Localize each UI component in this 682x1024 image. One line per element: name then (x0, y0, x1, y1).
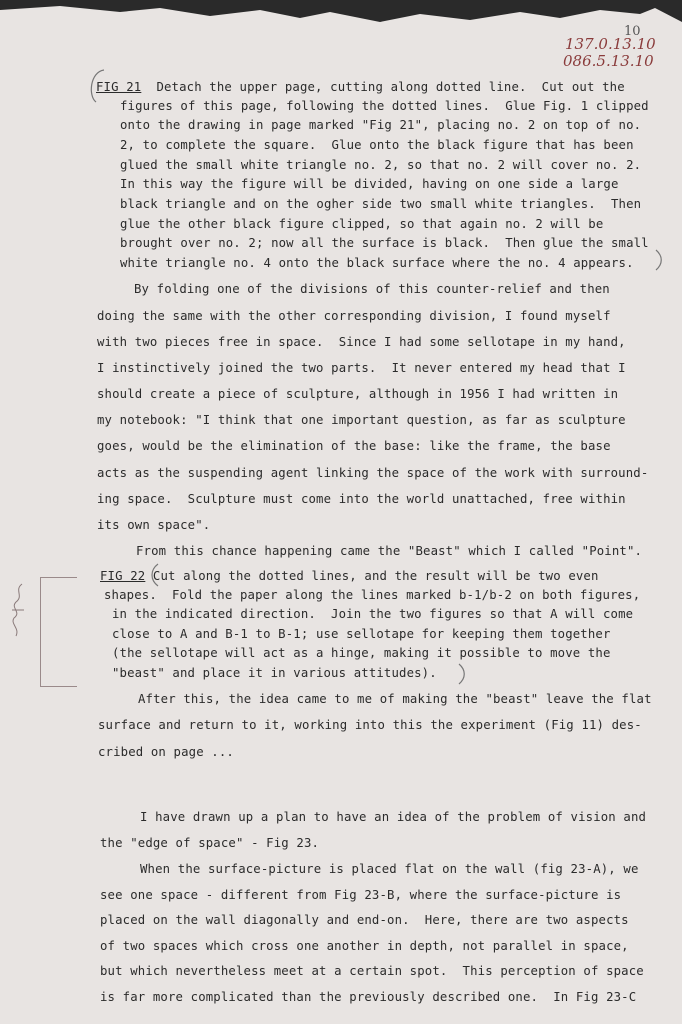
fig21-close-bracket-mark (653, 248, 667, 272)
paragraph-line: my notebook: "I think that one important question, as far as sculpture (97, 413, 626, 427)
fig22-line: "beast" and place it in various attitudes). (112, 666, 437, 680)
fig22-line: in the indicated direction. Join the two figures so that A will come (112, 607, 634, 621)
fig21-line: white triangle no. 4 onto the black surface where the no. 4 appears. (120, 256, 634, 270)
fig22-first-line: FIG 22 Cut along the dotted lines, and the result will be two even (100, 569, 599, 583)
torn-top-edge (0, 0, 682, 30)
paragraph-line: with two pieces free in space. Since I had some sellotape in my hand, (97, 335, 626, 349)
fig21-line: figures of this page, following the dotted lines. Glue Fig. 1 clipped (120, 99, 649, 113)
paragraph-line: placed on the wall diagonally and end-on. Here, there are two aspects (100, 913, 629, 927)
fig21-line: onto the drawing in page marked "Fig 21", placing no. 2 on top of no. (120, 118, 642, 132)
paragraph-line: doing the same with the other corresponding division, I found myself (97, 309, 611, 323)
paragraph-line: I instinctively joined the two parts. It never entered my head that I (97, 361, 626, 375)
fig22-open-bracket-mark (147, 562, 161, 588)
fig22-close-bracket-mark (456, 662, 470, 686)
fig21-line: In this way the figure will be divided, having on one side a large (120, 177, 619, 191)
paragraph-line: When the surface-picture is placed flat on the wall (fig 23-A), we (140, 862, 639, 876)
paragraph-line: should create a piece of sculpture, although in 1956 I had written in (97, 387, 619, 401)
fig21-line: glue the other black figure clipped, so that again no. 2 will be (120, 217, 604, 231)
archive-reference-2: 086.5.13.10 (563, 52, 654, 70)
paragraph-line: By folding one of the divisions of this counter-relief and then (134, 282, 610, 296)
paragraph-line: After this, the idea came to me of making the "beast" leave the flat (138, 692, 652, 706)
paragraph-line: of two spaces which cross one another in depth, not parallel in space, (100, 939, 629, 953)
paragraph-line: the "edge of space" - Fig 23. (100, 836, 320, 850)
paragraph-line: ing space. Sculpture must come into the world unattached, free within (97, 492, 626, 506)
paragraph-line: From this chance happening came the "Beast" which I called "Point". (136, 544, 643, 558)
paragraph-line: I have drawn up a plan to have an idea of the problem of vision and (140, 810, 647, 824)
handwritten-margin-note (8, 580, 28, 640)
paragraph-line: cribed on page ... (98, 745, 234, 759)
fig21-line: black triangle and on the ogher side two small white triangles. Then (120, 197, 642, 211)
archive-reference-1: 137.0.13.10 (565, 35, 656, 53)
paragraph-line: is far more complicated than the previously described one. In Fig 23-C (100, 990, 637, 1004)
paragraph-line: goes, would be the elimination of the base: like the frame, the base (97, 439, 611, 453)
fig21-label: FIG 21 (96, 80, 142, 94)
paragraph-line: its own space". (97, 518, 211, 532)
page-number: 10 (624, 24, 641, 39)
fig21-line: 2, to complete the square. Glue onto the black figure that has been (120, 138, 634, 152)
fig21-first-line: FIG 21 Detach the upper page, cutting along dotted line. Cut out the (96, 80, 625, 94)
fig22-line: shapes. Fold the paper along the lines marked b-1/b-2 on both figures, (104, 588, 641, 602)
fig21-line: glued the small white triangle no. 2, so that no. 2 will cover no. 2. (120, 158, 642, 172)
fig21-line: brought over no. 2; now all the surface is black. Then glue the small (120, 236, 649, 250)
fig22-line: close to A and B-1 to B-1; use sellotape for keeping them together (112, 627, 611, 641)
fig22-line: (the sellotape will act as a hinge, making it possible to move the (112, 646, 611, 660)
margin-bracket (40, 577, 77, 687)
paragraph-line: acts as the suspending agent linking the space of the work with surround- (97, 466, 649, 480)
fig22-label: FIG 22 (100, 569, 146, 583)
paragraph-line: but which nevertheless meet at a certain spot. This perception of space (100, 964, 644, 978)
paragraph-line: see one space - different from Fig 23-B, where the surface-picture is (100, 888, 622, 902)
paragraph-line: surface and return to it, working into this the experiment (Fig 11) des- (98, 718, 642, 732)
